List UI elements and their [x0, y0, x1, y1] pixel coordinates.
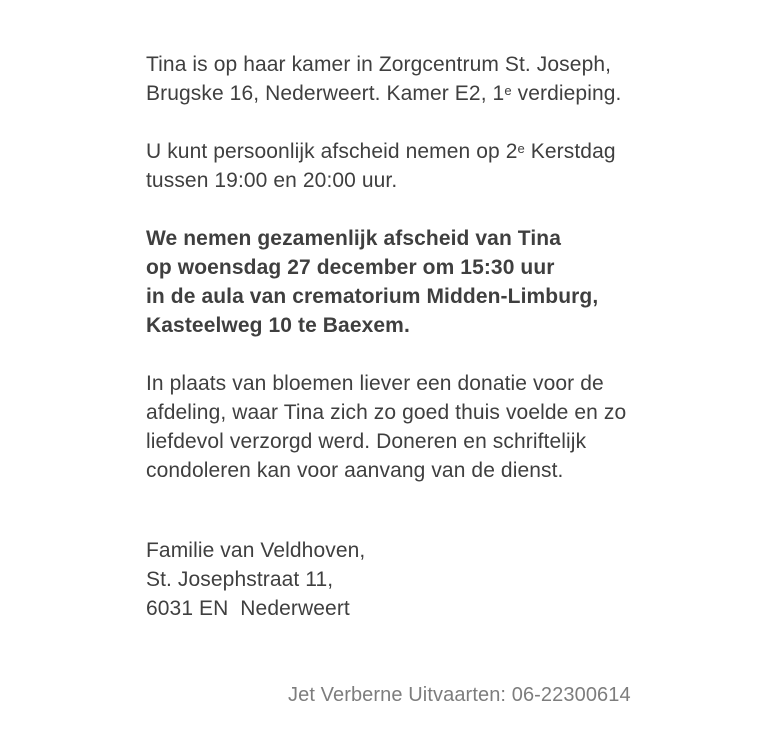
location-line-1: Tina is op haar kamer in Zorgcentrum St. Joseph,: [146, 53, 612, 76]
service-line-2: op woensdag 27 december om 15:30 uur: [146, 256, 555, 279]
paragraph-family-address: [146, 536, 720, 623]
text-segment: verdieping.: [511, 82, 622, 105]
donation-line-4: condoleren kan voor aanvang van de dienst.: [146, 459, 564, 482]
location-line-2: [146, 79, 720, 108]
family-city-line: 6031 EN Nederweert: [146, 597, 350, 620]
paragraph-funeral-home-footer: [288, 681, 720, 710]
visiting-line-1: [146, 137, 720, 166]
service-line-4: Kasteelweg 10 te Baexem.: [146, 314, 410, 337]
funeral-home-contact: Jet Verberne Uitvaarten: 06-22300614: [288, 684, 631, 706]
text-segment: U kunt persoonlijk afscheid nemen op 2: [146, 140, 518, 163]
service-line-3: in de aula van crematorium Midden-Limburg,: [146, 285, 599, 308]
paragraph-donation: [146, 369, 720, 485]
family-street-line: St. Josephstraat 11,: [146, 568, 334, 591]
paragraph-service-bold: [146, 224, 720, 340]
visiting-line-2: tussen 19:00 en 20:00 uur.: [146, 169, 398, 192]
ordinal-superscript: e: [504, 83, 512, 99]
ordinal-superscript: e: [517, 141, 525, 157]
donation-line-3: liefdevol verzorgd werd. Doneren en schriftelijk: [146, 430, 587, 453]
donation-line-2: afdeling, waar Tina zich zo goed thuis voelde en zo: [146, 401, 627, 424]
paragraph-visiting: [146, 137, 720, 195]
donation-line-1: In plaats van bloemen liever een donatie voor de: [146, 372, 604, 395]
paragraph-location: [146, 50, 720, 108]
text-segment: Kerstdag: [524, 140, 616, 163]
service-line-1: We nemen gezamenlijk afscheid van Tina: [146, 227, 562, 250]
text-segment: Brugske 16, Nederweert. Kamer E2, 1: [146, 82, 505, 105]
family-name-line: Familie van Veldhoven,: [146, 539, 366, 562]
